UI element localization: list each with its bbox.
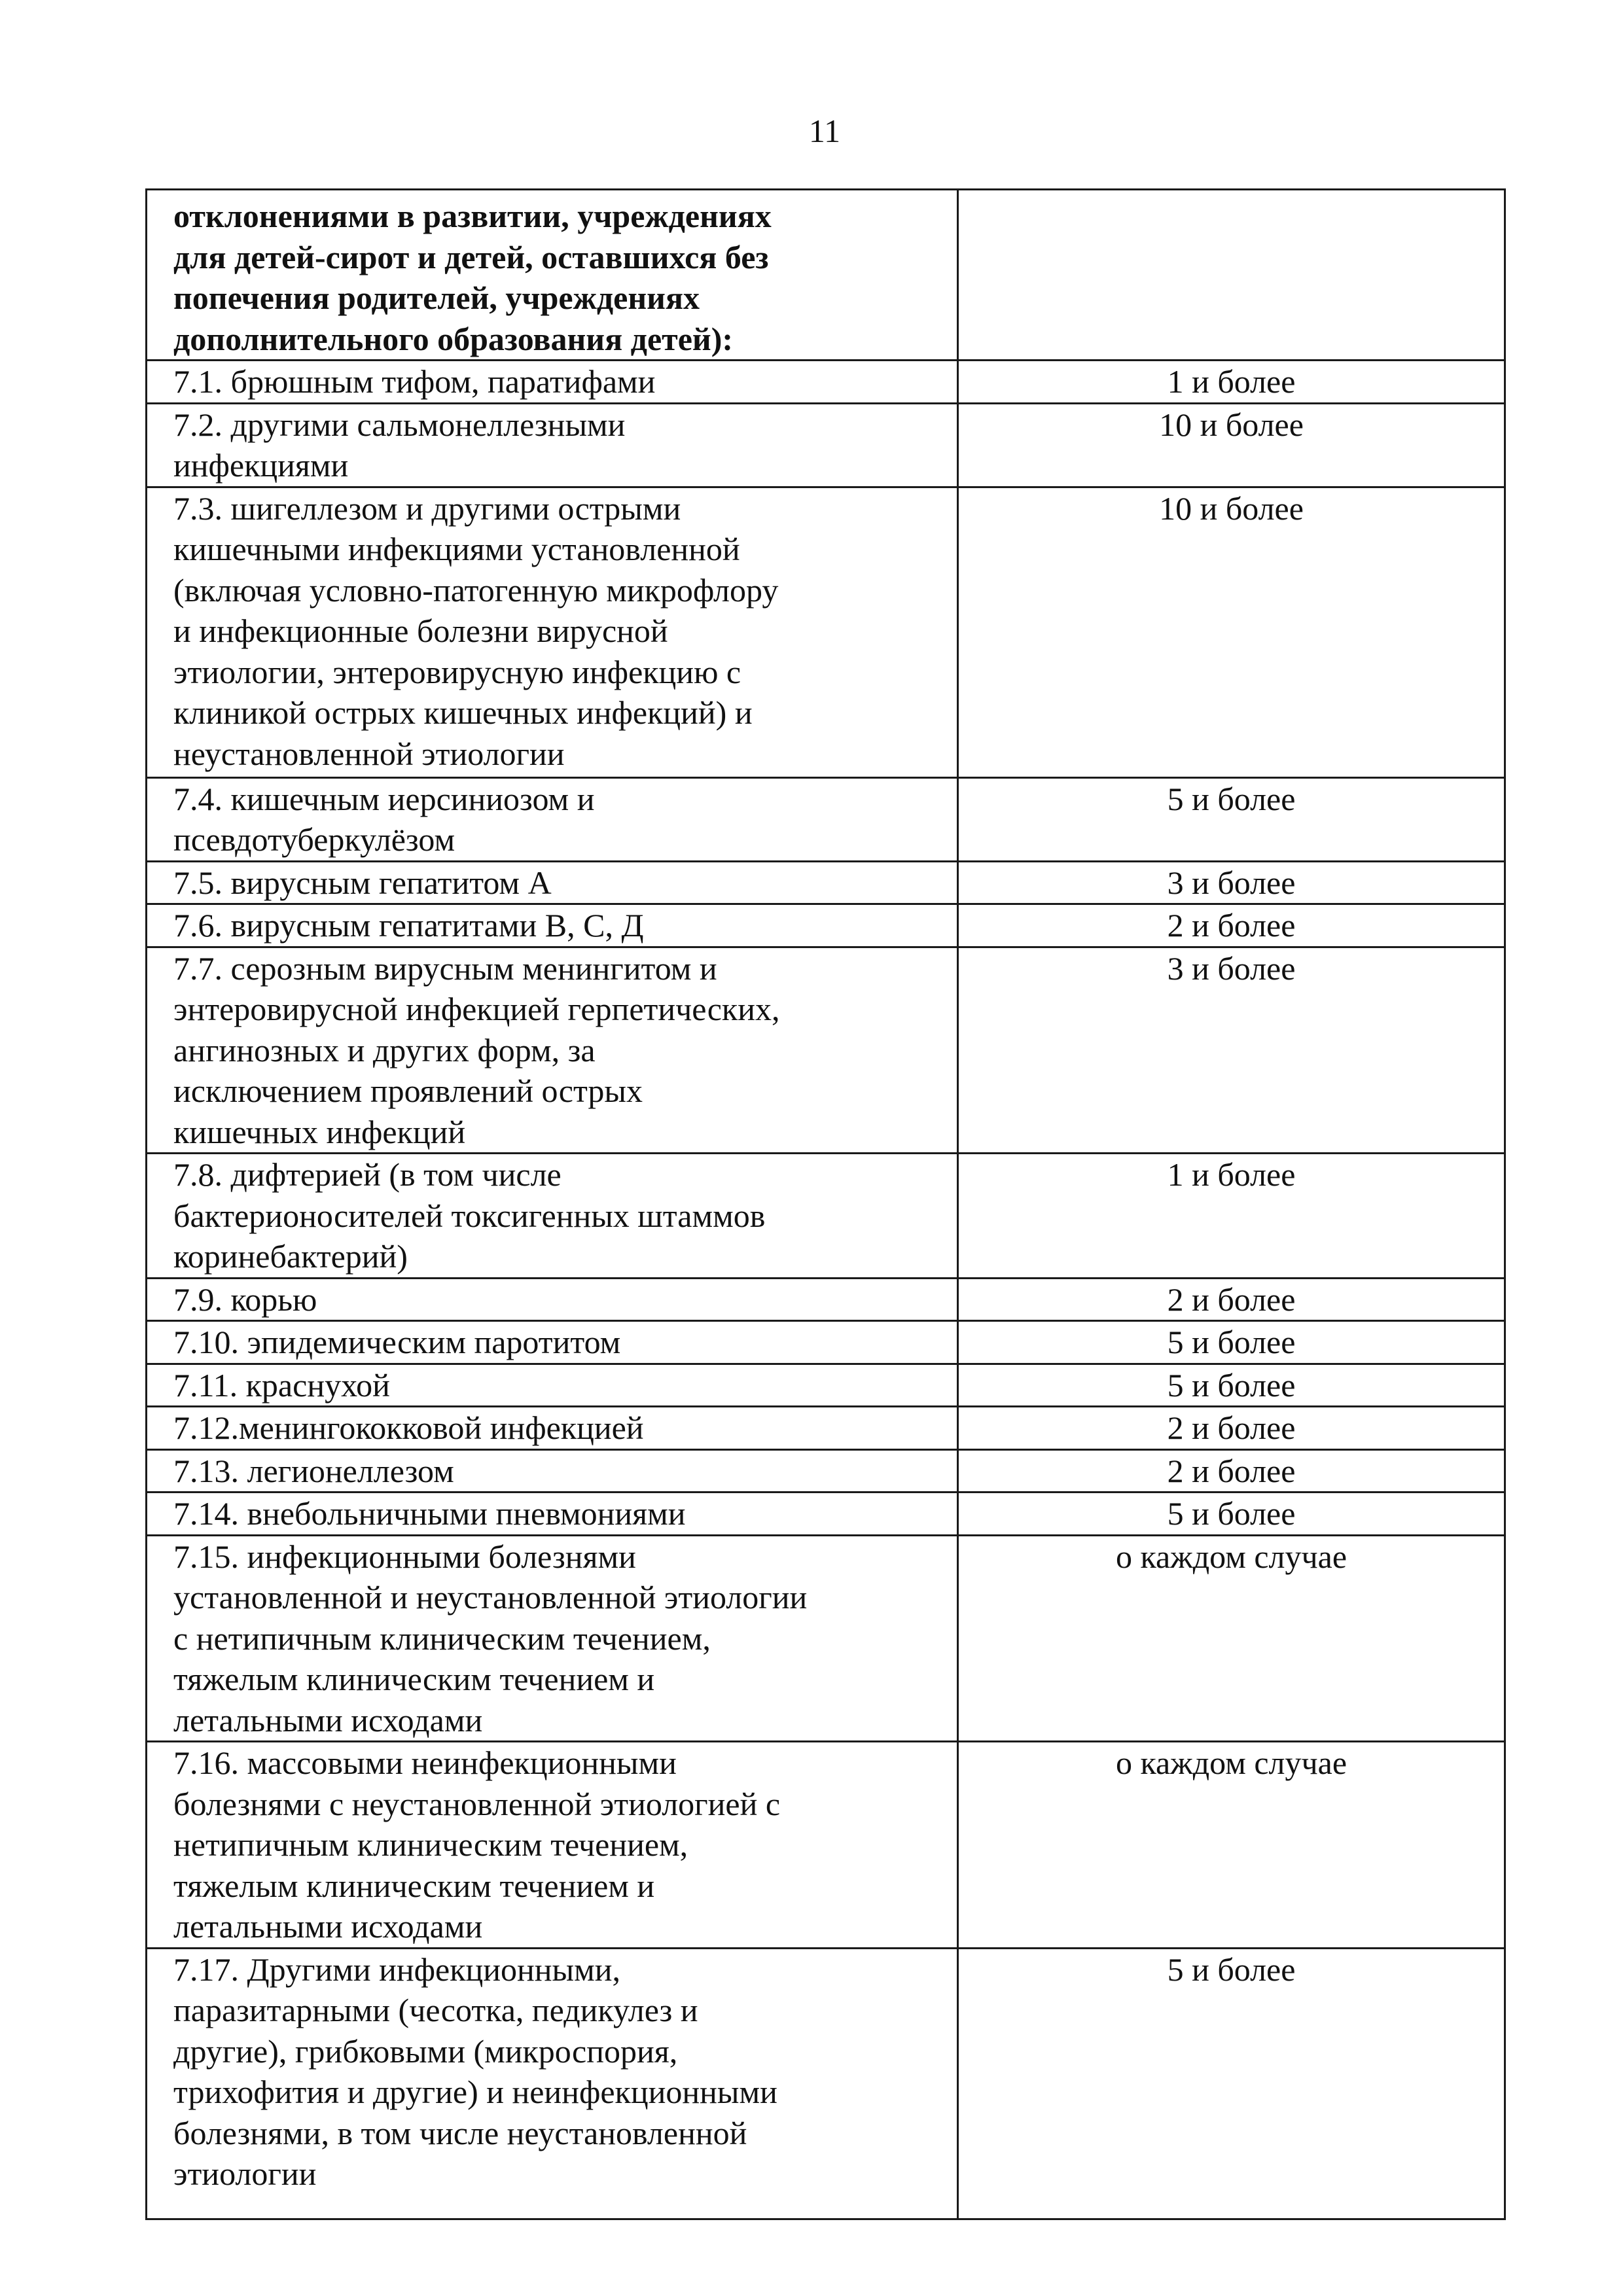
row-label-cell	[147, 1449, 958, 1492]
table-row	[147, 1154, 1505, 1279]
row-value: 2 и более	[1167, 1409, 1296, 1446]
header-value-cell	[958, 190, 1505, 361]
table-row	[147, 1742, 1505, 1949]
row-value: 1 и более	[1167, 1156, 1296, 1193]
row-value: 10 и более	[1159, 489, 1304, 527]
row-value-cell	[958, 1154, 1505, 1279]
row-label-cell	[147, 403, 958, 487]
row-value-cell	[958, 1364, 1505, 1407]
row-value: 5 и более	[1167, 1495, 1296, 1532]
page-number: 11	[808, 113, 841, 149]
row-value-cell	[958, 487, 1505, 777]
row-value-cell	[958, 1492, 1505, 1536]
table-row	[147, 487, 1505, 777]
header-label: отклонениями в развитии, учреждениях для детей-сирот и детей, оставшихся без попечения родителей, учреждениях дополнительного образования детей):	[173, 198, 772, 357]
row-label-cell	[147, 1948, 958, 2219]
row-label-cell	[147, 1535, 958, 1742]
row-label-cell	[147, 777, 958, 861]
row-value-cell	[958, 861, 1505, 904]
row-value: 5 и более	[1167, 780, 1296, 817]
row-label: 7.16. массовыми неинфекционными болезнями с неустановленной этиологией с нетипичным клиническим течением, тяжелым клиническим течением и летальными исходами	[173, 1744, 781, 1945]
row-value-cell	[958, 777, 1505, 861]
table-row	[147, 947, 1505, 1154]
table-row	[147, 861, 1505, 904]
row-label: 7.9. корью	[173, 1280, 317, 1318]
row-value-cell	[958, 947, 1505, 1154]
table-row	[147, 361, 1505, 404]
row-label-cell	[147, 1742, 958, 1949]
row-label-cell	[147, 361, 958, 404]
row-value-cell	[958, 1948, 1505, 2219]
row-label-cell	[147, 904, 958, 947]
row-label-cell	[147, 1278, 958, 1321]
row-value-cell	[958, 403, 1505, 487]
row-label: 7.11. краснухой	[173, 1366, 390, 1404]
notification-threshold-table	[145, 188, 1506, 2220]
table-row	[147, 1364, 1505, 1407]
row-label: 7.2. другими сальмонеллезными инфекциями	[173, 406, 626, 484]
row-value: 2 и более	[1167, 1280, 1296, 1318]
row-label-cell	[147, 487, 958, 777]
table-header-row	[147, 190, 1505, 361]
row-value: 2 и более	[1167, 1452, 1296, 1489]
row-value: о каждом случае	[1115, 1744, 1347, 1781]
row-label: 7.6. вирусным гепатитами В, С, Д	[173, 907, 644, 944]
row-value-cell	[958, 361, 1505, 404]
row-value: 5 и более	[1167, 1951, 1296, 1988]
table-row	[147, 1948, 1505, 2219]
table-row	[147, 777, 1505, 861]
row-label-cell	[147, 861, 958, 904]
row-label: 7.1. брюшным тифом, паратифами	[173, 363, 656, 400]
table-row	[147, 403, 1505, 487]
table-row	[147, 1407, 1505, 1450]
row-label: 7.7. серозным вирусным менингитом и энтеровирусной инфекцией герпетических, ангинозных и других форм, за исключением проявлений острых кишечных инфекций	[173, 949, 780, 1150]
row-label: 7.5. вирусным гепатитом А	[173, 864, 552, 901]
row-value: 1 и более	[1167, 363, 1296, 400]
row-label-cell	[147, 1364, 958, 1407]
row-label-cell	[147, 947, 958, 1154]
row-label: 7.8. дифтерией (в том числе бактерионосителей токсигенных штаммов коринебактерий)	[173, 1156, 766, 1275]
row-value: о каждом случае	[1115, 1538, 1347, 1575]
row-value: 3 и более	[1167, 864, 1296, 901]
row-label: 7.12.менингококковой инфекцией	[173, 1409, 644, 1446]
row-label: 7.3. шигеллезом и другими острыми кишечными инфекциями установленной (включая условно-патогенную микрофлору и инфекционные болезни вирусной этиологии, энтеровирусную инфекцию с клиникой острых кишечных инфекций) и неустановленной этиологии	[173, 489, 779, 772]
row-label-cell	[147, 1321, 958, 1364]
row-label-cell	[147, 1492, 958, 1536]
row-label: 7.13. легионеллезом	[173, 1452, 454, 1489]
table-row	[147, 904, 1505, 947]
row-value-cell	[958, 904, 1505, 947]
row-value: 2 и более	[1167, 907, 1296, 944]
row-value-cell	[958, 1278, 1505, 1321]
row-value: 10 и более	[1159, 406, 1304, 443]
row-value-cell	[958, 1407, 1505, 1450]
row-value-cell	[958, 1535, 1505, 1742]
row-label: 7.14. внебольничными пневмониями	[173, 1495, 686, 1532]
row-label: 7.15. инфекционными болезнями установленной и неустановленной этиологии с нетипичным клиническим течением, тяжелым клиническим течением и летальными исходами	[173, 1538, 808, 1739]
row-value-cell	[958, 1742, 1505, 1949]
row-label-cell	[147, 1154, 958, 1279]
header-label-cell	[147, 190, 958, 361]
row-label: 7.17. Другими инфекционными, паразитарными (чесотка, педикулез и другие), грибковыми (микроспория, трихофития и другие) и неинфекционными болезнями, в том числе неустановленной этиологии	[173, 1951, 777, 2192]
row-value-cell	[958, 1449, 1505, 1492]
table-row	[147, 1321, 1505, 1364]
table-row	[147, 1492, 1505, 1536]
row-value-cell	[958, 1321, 1505, 1364]
row-label-cell	[147, 1407, 958, 1450]
table-row	[147, 1535, 1505, 1742]
table-row	[147, 1278, 1505, 1321]
row-value: 3 и более	[1167, 949, 1296, 987]
row-value: 5 и более	[1167, 1366, 1296, 1404]
table-row	[147, 1449, 1505, 1492]
row-label: 7.10. эпидемическим паротитом	[173, 1324, 621, 1360]
row-label: 7.4. кишечным иерсиниозом и псевдотуберкулёзом	[173, 780, 595, 858]
row-value: 5 и более	[1167, 1324, 1296, 1360]
